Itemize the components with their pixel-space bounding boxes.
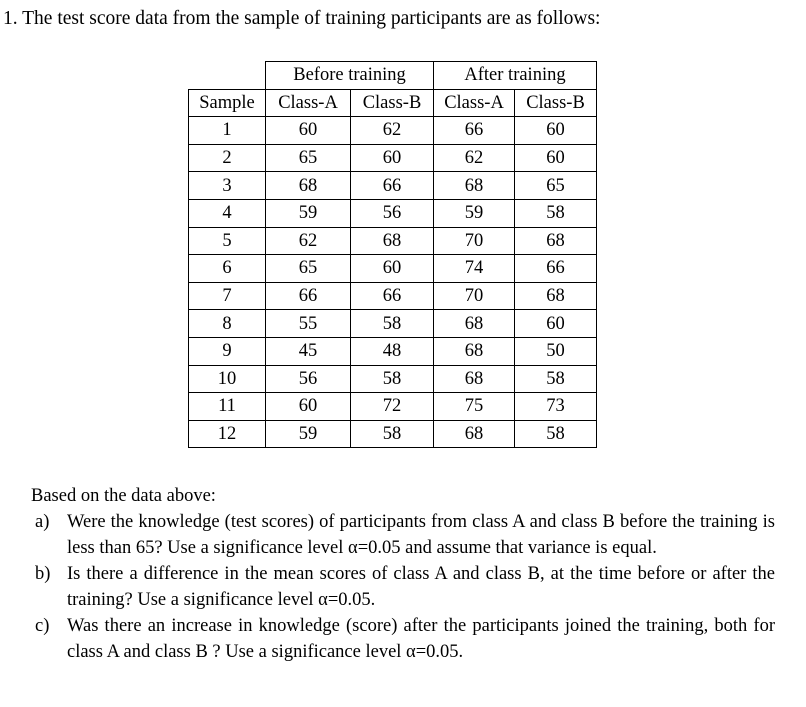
blank-cell [189,62,266,90]
before-class-b-cell: 62 [351,117,434,145]
after-class-a-cell: 70 [434,282,515,310]
table-body [189,117,597,448]
question-marker: a) [35,512,50,532]
table-row [189,117,597,145]
sample-cell: 1 [189,117,266,145]
before-class-a-cell: 55 [266,310,351,338]
before-class-a-cell: 68 [266,172,351,200]
before-class-b-cell: 56 [351,199,434,227]
score-table [188,61,597,448]
after-class-b-cell: 60 [515,310,597,338]
after-class-a-cell: 68 [434,172,515,200]
after-class-b-cell: 58 [515,199,597,227]
before-class-a-cell: 65 [266,255,351,283]
after-class-a-cell: 68 [434,337,515,365]
table-row [189,365,597,393]
group-header-after: After training [434,62,597,90]
after-class-b-cell: 58 [515,365,597,393]
sample-cell: 12 [189,420,266,448]
before-class-b-cell: 48 [351,337,434,365]
before-class-b-cell: 68 [351,227,434,255]
table-row [189,393,597,421]
before-class-a-cell: 65 [266,144,351,172]
after-class-a-cell: 74 [434,255,515,283]
column-header-after-class-b: Class-B [515,89,597,117]
before-class-b-cell: 66 [351,172,434,200]
table-row [189,144,597,172]
after-class-a-cell: 62 [434,144,515,172]
before-class-a-cell: 60 [266,393,351,421]
intro-text: Based on the data above: [31,486,216,506]
question-text: Is there a difference in the mean scores of class A and class B, at the time before or after the training? Use a significance level α=0.05. [67,564,775,610]
question-list [35,509,775,665]
question-marker: b) [35,564,51,584]
column-header-row [189,89,597,117]
question-item [35,509,775,561]
column-header-before-class-b: Class-B [351,89,434,117]
before-class-b-cell: 58 [351,365,434,393]
before-class-a-cell: 56 [266,365,351,393]
before-class-b-cell: 58 [351,310,434,338]
after-class-a-cell: 75 [434,393,515,421]
after-class-b-cell: 65 [515,172,597,200]
before-class-b-cell: 60 [351,255,434,283]
column-header-before-class-a: Class-A [266,89,351,117]
after-class-a-cell: 59 [434,199,515,227]
group-header-before: Before training [266,62,434,90]
sample-cell: 11 [189,393,266,421]
before-class-b-cell: 66 [351,282,434,310]
before-class-b-cell: 60 [351,144,434,172]
before-class-a-cell: 66 [266,282,351,310]
sample-cell: 10 [189,365,266,393]
table-row [189,172,597,200]
before-class-a-cell: 62 [266,227,351,255]
question-title: 1. The test score data from the sample of training participants are as follows: [3,8,601,29]
sample-cell: 5 [189,227,266,255]
after-class-b-cell: 66 [515,255,597,283]
table-row [189,337,597,365]
question-text: Was there an increase in knowledge (score) after the participants joined the training, both for class A and class B ? Use a significance level α=0.05. [67,616,775,662]
table-row [189,199,597,227]
question-item [35,561,775,613]
table-row [189,227,597,255]
after-class-b-cell: 68 [515,227,597,255]
sample-cell: 9 [189,337,266,365]
after-class-a-cell: 70 [434,227,515,255]
group-header-row [189,62,597,90]
table-row [189,420,597,448]
after-class-b-cell: 60 [515,144,597,172]
before-class-a-cell: 60 [266,117,351,145]
table-row [189,282,597,310]
after-class-a-cell: 68 [434,310,515,338]
table-row [189,310,597,338]
after-class-b-cell: 73 [515,393,597,421]
before-class-b-cell: 72 [351,393,434,421]
after-class-b-cell: 68 [515,282,597,310]
question-item [35,613,775,665]
sample-cell: 4 [189,199,266,227]
before-class-a-cell: 59 [266,420,351,448]
question-marker: c) [35,616,50,636]
sample-cell: 6 [189,255,266,283]
column-header-after-class-a: Class-A [434,89,515,117]
column-header-sample: Sample [189,89,266,117]
after-class-a-cell: 66 [434,117,515,145]
after-class-b-cell: 58 [515,420,597,448]
before-class-a-cell: 59 [266,199,351,227]
sample-cell: 3 [189,172,266,200]
sample-cell: 7 [189,282,266,310]
after-class-b-cell: 50 [515,337,597,365]
table-row [189,255,597,283]
before-class-a-cell: 45 [266,337,351,365]
after-class-a-cell: 68 [434,365,515,393]
sample-cell: 8 [189,310,266,338]
after-class-a-cell: 68 [434,420,515,448]
sample-cell: 2 [189,144,266,172]
before-class-b-cell: 58 [351,420,434,448]
question-text: Were the knowledge (test scores) of participants from class A and class B before the training is less than 65? Use a significance level α=0.05 and assume that variance is equal. [67,512,775,558]
after-class-b-cell: 60 [515,117,597,145]
